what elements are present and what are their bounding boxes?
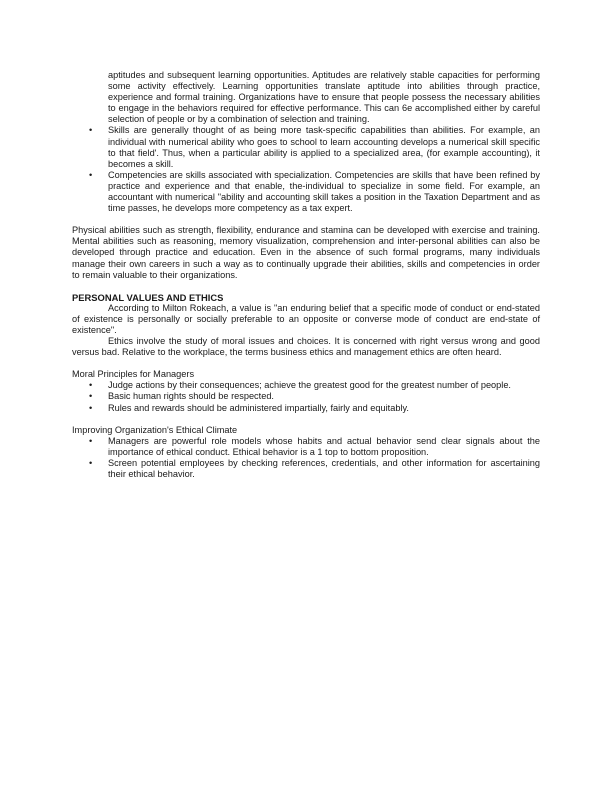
list-item-skills — [72, 125, 540, 169]
document-page — [72, 70, 540, 480]
list-item-text: Competencies are skills associated with specialization. Competencies are skills that have been refined by practice and experience and that enable, the-individual to specialize in some field. For example, an accountant with numerical "ability and accounting skill takes a position in the Taxation Department and as time passes, he develops more competency as a tax expert. — [108, 169, 540, 214]
bullet-icon: • — [89, 169, 93, 180]
ethical-climate-list — [72, 436, 540, 480]
list-item — [72, 391, 540, 402]
spacer — [72, 414, 540, 425]
list-item-text: Basic human rights should be respected. — [108, 391, 274, 402]
list-item-text: Rules and rewards should be administered impartially, fairly and equitably. — [108, 402, 409, 413]
list-item-text: Managers are powerful role models whose habits and actual behavior send clear signals about the importance of ethical conduct. Ethical behavior is a 1 top to bottom proposition. — [108, 435, 540, 457]
spacer — [72, 281, 540, 292]
list-item — [72, 403, 540, 414]
bullet-icon: • — [89, 457, 93, 468]
physical-abilities-paragraph: Physical abilities such as strength, flexibility, endurance and stamina can be developed with exercise and training. Mental abilities such as reasoning, memory visualization, comprehension and inter-personal abilities can also be developed through practice and education. Even in the absence of such formal programs, many individuals manage their own careers in such a way as to continually upgrade their abilities, skills and competencies in order to remain valuable to their organizations. — [72, 225, 540, 280]
list-item — [72, 458, 540, 480]
bullet-icon: • — [89, 380, 93, 391]
abilities-list — [72, 70, 540, 214]
list-item-competencies — [72, 170, 540, 214]
list-item-text: Skills are generally thought of as being more task-specific capabilities than abilities. For example, an individual with numerical ability who goes to school to learn accounting develops a numerical skill specific to that field'. Thus, when a particular ability is applied to a specialized area, (for example accounting), it becomes a skill. — [108, 125, 540, 169]
section-heading: PERSONAL VALUES AND ETHICS — [72, 291, 224, 303]
list-item-text: aptitudes and subsequent learning opportunities. Aptitudes are relatively stable capacities for performing some activity effectively. Learning opportunities translate aptitude into abilities through practice, experience and formal training. Organizations have to ensure that people possess the necessary abilities to engage in the behaviors required for effective performance. This can 6e accomplished either by careful selection of people or by a combination of selection and training. — [108, 70, 540, 125]
bullet-icon: • — [89, 402, 93, 413]
ethical-climate-title: Improving Organization's Ethical Climate — [72, 424, 238, 435]
list-item-text: Judge actions by their consequences; achieve the greatest good for the greatest number of people. — [108, 380, 511, 391]
bullet-icon: • — [89, 391, 93, 402]
bullet-icon: • — [89, 125, 93, 136]
list-item — [72, 380, 540, 391]
list-item-aptitudes-continued — [72, 70, 540, 125]
bullet-icon: • — [89, 435, 93, 446]
spacer — [72, 214, 540, 225]
list-item — [72, 436, 540, 458]
moral-principles-title: Moral Principles for Managers — [72, 369, 195, 380]
ethics-paragraph: Ethics involve the study of moral issues and choices. It is concerned with right versus wrong and good versus bad. Relative to the workplace, the terms business ethics and management ethics are often heard. — [72, 336, 540, 358]
values-paragraph: According to Milton Rokeach, a value is "an enduring belief that a specific mode of conduct or end-stated of existence is personally or socially preferable to an opposite or converse mode of conduct are end-state of existence". — [72, 302, 540, 335]
spacer — [72, 358, 540, 369]
list-item-text: Screen potential employees by checking references, credentials, and other information for ascertaining their ethical behavior. — [108, 457, 540, 479]
moral-principles-list — [72, 380, 540, 413]
